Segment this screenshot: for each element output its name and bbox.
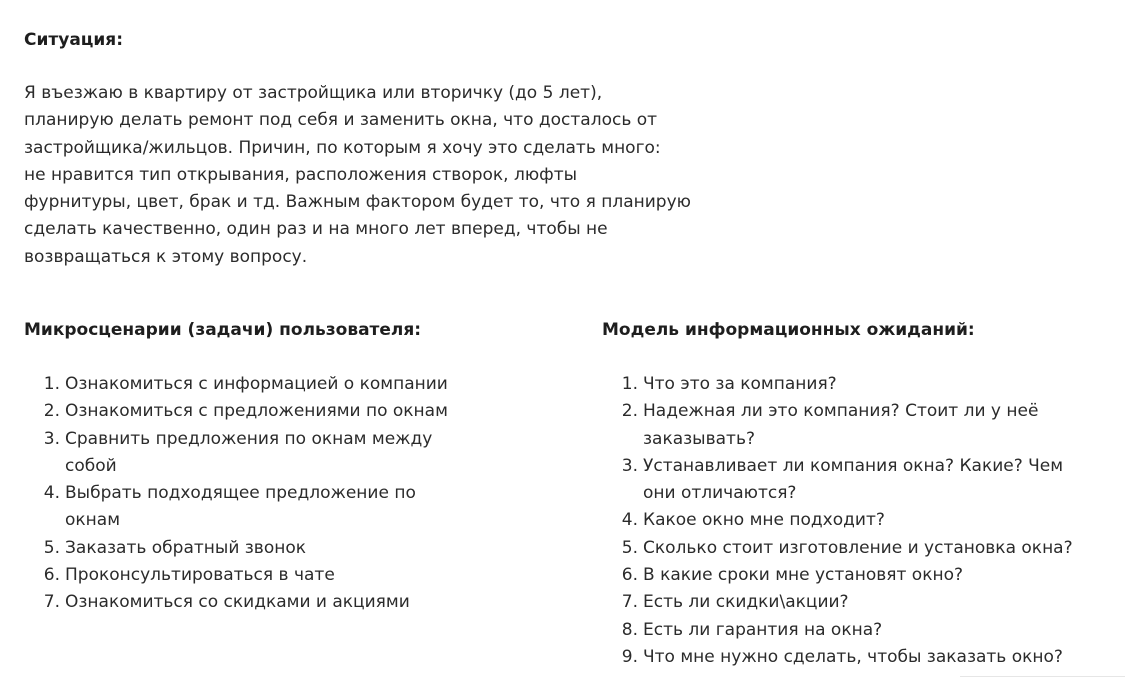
list-item-text: они отличаются? [643,483,797,504]
list-item-text: В какие сроки мне установят окно? [643,565,963,586]
list-item [24,562,564,589]
list-item [602,535,1122,562]
list-item-number: 1. [621,374,638,394]
list-item [602,562,1122,589]
situation-line: не нравится тип открывания, расположения створок, люфты [24,164,578,185]
list-item-number: 6. [43,565,60,586]
list-item [24,426,564,481]
list-item-text: Какое окно мне подходит? [643,510,885,531]
list-item-number: 3. [621,455,638,476]
list-item [24,480,564,535]
list-item-number: 8. [621,619,638,640]
list-item-number: 2. [621,401,638,422]
list-item-text: Сравнить предложения по окнам между [65,428,433,449]
list-item-text: Сколько стоит изготовление и установка окна? [643,537,1073,558]
list-item [602,398,1122,453]
microscenarios-list [24,371,564,617]
list-item-text: Что это за компания? [643,374,837,394]
list-item [602,589,1122,616]
list-item [602,644,1122,671]
divider [960,676,1125,677]
list-item-number: 7. [43,592,60,613]
situation-line: застройщика/жильцов. Причин, по которым я хочу это сделать много: [24,137,661,158]
list-item [24,589,564,616]
list-item [24,398,564,425]
list-item-number: 1. [43,374,60,394]
situation-line: возвращаться к этому вопросу. [24,246,308,267]
list-item-text: заказывать? [643,428,755,449]
list-item-text: окнам [65,510,121,531]
list-item-text: Выбрать подходящее предложение по [65,483,416,504]
list-item-text: собой [65,455,117,476]
situation-heading: Ситуация: [24,30,124,50]
list-item-text: Надежная ли это компания? Стоит ли у неё [643,401,1039,422]
list-item-number: 4. [621,510,638,531]
list-item-number: 5. [621,537,638,558]
list-item-text: Ознакомиться со скидками и акциями [65,592,410,613]
situation-line: фурнитуры, цвет, брак и тд. Важным фактором будет то, что я планирую [24,192,691,213]
microscenarios-heading: Микросценарии (задачи) пользователя: [24,320,422,340]
list-item-text: Заказать обратный звонок [65,537,307,558]
situation-line: планирую делать ремонт под себя и заменить окна, что досталось от [24,110,658,131]
list-item-text: Устанавливает ли компания окна? Какие? Чем [643,455,1064,476]
expectations-list [602,371,1122,671]
expectations-heading: Модель информационных ожиданий: [602,320,975,340]
situation-line: сделать качественно, один раз и на много лет вперед, чтобы не [24,219,608,240]
list-item [24,371,564,398]
situation-paragraph [24,80,724,271]
list-item-number: 4. [43,483,60,504]
list-item-text: Проконсультироваться в чате [65,565,335,586]
list-item-text: Есть ли гарантия на окна? [643,619,883,640]
list-item [602,371,1122,398]
list-item [602,617,1122,644]
list-item [24,535,564,562]
list-item-text: Ознакомиться с предложениями по окнам [65,401,448,422]
list-item-number: 5. [43,537,60,558]
list-item-number: 3. [43,428,60,449]
list-item-text: Ознакомиться с информацией о компании [65,374,448,394]
situation-line: Я въезжаю в квартиру от застройщика или вторичку (до 5 лет), [24,83,603,103]
list-item-number: 6. [621,565,638,586]
list-item [602,507,1122,534]
list-item-number: 9. [621,646,638,667]
list-item [602,453,1122,508]
list-item-number: 2. [43,401,60,422]
list-item-text: Что мне нужно сделать, чтобы заказать окно? [643,646,1063,667]
list-item-number: 7. [621,592,638,613]
list-item-text: Есть ли скидки\акции? [643,592,849,613]
